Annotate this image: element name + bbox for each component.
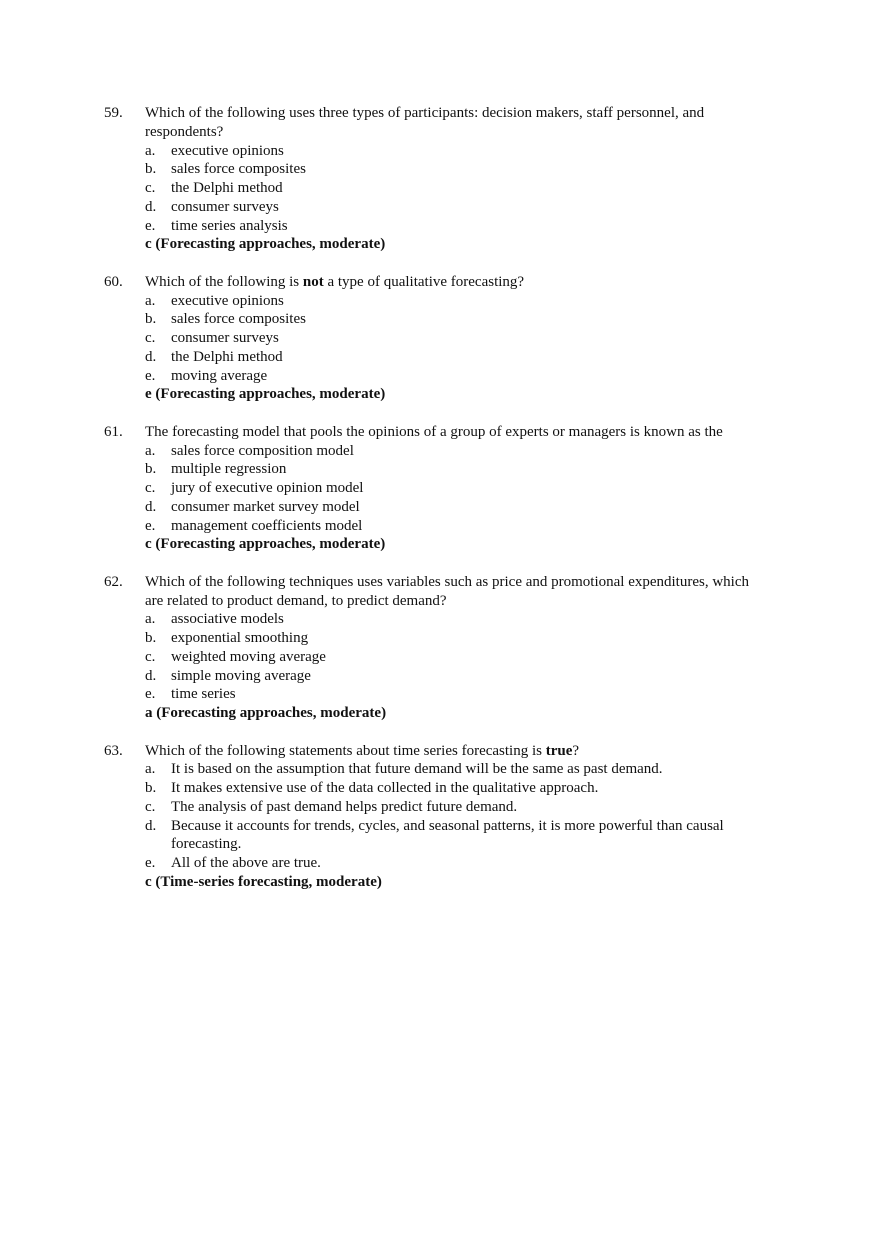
option-text: weighted moving average bbox=[171, 648, 326, 665]
question-text-part: Which of the following statements about time series forecasting is bbox=[145, 742, 546, 759]
question-block bbox=[104, 104, 764, 254]
answer-key: e (Forecasting approaches, moderate) bbox=[145, 386, 386, 403]
question-text-part: Which of the following uses three types of participants: decision makers, staff personnel, and respondents? bbox=[145, 105, 705, 140]
option-letter: d. bbox=[145, 817, 157, 834]
answer-key: c (Forecasting approaches, moderate) bbox=[145, 536, 386, 553]
answer-option bbox=[145, 648, 764, 667]
question-block bbox=[104, 273, 764, 404]
answer-option bbox=[145, 348, 764, 367]
answer-option bbox=[145, 610, 764, 629]
option-letter: a. bbox=[145, 761, 156, 778]
option-text: executive opinions bbox=[171, 142, 284, 159]
option-text: sales force composites bbox=[171, 311, 306, 328]
question-text bbox=[145, 104, 764, 142]
question-text-part: a type of qualitative forecasting? bbox=[323, 273, 525, 290]
question-emphasis: true bbox=[545, 742, 573, 759]
option-letter: b. bbox=[145, 461, 157, 478]
option-letter: e. bbox=[145, 367, 156, 384]
option-text: associative models bbox=[171, 611, 284, 628]
option-letter: a. bbox=[145, 611, 156, 628]
option-text: simple moving average bbox=[171, 667, 311, 684]
answer-option bbox=[145, 292, 764, 311]
option-letter: c. bbox=[145, 330, 156, 346]
answer-option bbox=[145, 760, 764, 779]
option-letter: b. bbox=[145, 780, 157, 796]
question-text-part: Which of the following techniques uses variables such as price and promotional expenditures, which are related to product demand, to predict demand? bbox=[145, 573, 749, 609]
answer-option bbox=[145, 479, 764, 498]
option-letter: d. bbox=[145, 667, 157, 684]
question-number: 63. bbox=[104, 742, 123, 759]
option-text: time series analysis bbox=[171, 217, 288, 234]
question-block bbox=[104, 573, 764, 723]
option-letter: b. bbox=[145, 161, 157, 178]
option-letter: b. bbox=[145, 630, 157, 646]
answer-option bbox=[145, 142, 764, 161]
option-letter: a. bbox=[145, 142, 156, 159]
option-letter: c. bbox=[145, 798, 156, 815]
answer-key: a (Forecasting approaches, moderate) bbox=[145, 705, 387, 721]
question-emphasis: not bbox=[302, 273, 324, 290]
option-letter: d. bbox=[145, 198, 157, 215]
question-number: 61. bbox=[104, 423, 123, 440]
answer-option bbox=[145, 329, 764, 348]
option-text: jury of executive opinion model bbox=[171, 480, 364, 496]
option-text: time series bbox=[171, 686, 236, 703]
question-block bbox=[104, 742, 764, 892]
answer-option bbox=[145, 779, 764, 798]
option-letter: c. bbox=[145, 180, 156, 196]
question-text bbox=[145, 573, 764, 611]
question-number: 62. bbox=[104, 573, 123, 590]
option-text: the Delphi method bbox=[171, 348, 283, 365]
option-text: The analysis of past demand helps predict future demand. bbox=[171, 798, 518, 815]
answer-key: c (Forecasting approaches, moderate) bbox=[145, 236, 386, 253]
option-letter: e. bbox=[145, 217, 156, 234]
document-page bbox=[104, 104, 764, 910]
answer-option bbox=[145, 442, 764, 461]
answer-option bbox=[145, 517, 764, 536]
answer-option bbox=[145, 198, 764, 217]
answer-key: c (Time-series forecasting, moderate) bbox=[145, 873, 382, 890]
option-letter: d. bbox=[145, 498, 157, 515]
question-text-part: The forecasting model that pools the opinions of a group of experts or managers is known as the bbox=[145, 423, 723, 440]
answer-option bbox=[145, 310, 764, 329]
option-letter: e. bbox=[145, 517, 156, 534]
option-letter: b. bbox=[145, 311, 157, 328]
option-letter: a. bbox=[145, 292, 156, 309]
answer-option bbox=[145, 685, 764, 704]
option-text: Because it accounts for trends, cycles, and seasonal patterns, it is more powerful than causal forecasting. bbox=[171, 817, 724, 853]
answer-option bbox=[145, 817, 764, 855]
answer-option bbox=[145, 217, 764, 236]
option-text: multiple regression bbox=[171, 461, 287, 478]
option-letter: c. bbox=[145, 480, 156, 496]
question-number: 59. bbox=[104, 105, 123, 121]
option-text: consumer surveys bbox=[171, 330, 279, 346]
answer-option bbox=[145, 854, 764, 873]
question-text bbox=[145, 742, 764, 761]
option-text: consumer surveys bbox=[171, 198, 279, 215]
answer-option bbox=[145, 667, 764, 686]
option-letter: d. bbox=[145, 348, 157, 365]
question-text bbox=[145, 273, 764, 292]
option-letter: c. bbox=[145, 648, 156, 665]
answer-option bbox=[145, 460, 764, 479]
option-text: It is based on the assumption that future demand will be the same as past demand. bbox=[171, 761, 663, 778]
option-text: moving average bbox=[171, 367, 268, 384]
option-text: consumer market survey model bbox=[171, 498, 360, 515]
answer-option bbox=[145, 629, 764, 648]
option-letter: e. bbox=[145, 855, 156, 871]
option-text: All of the above are true. bbox=[171, 855, 321, 871]
question-text-part: ? bbox=[572, 742, 580, 759]
answer-option bbox=[145, 179, 764, 198]
question-text-part: Which of the following is bbox=[145, 273, 303, 290]
answer-option bbox=[145, 498, 764, 517]
question-number: 60. bbox=[104, 273, 123, 290]
option-text: exponential smoothing bbox=[171, 630, 309, 646]
answer-option bbox=[145, 798, 764, 817]
option-text: executive opinions bbox=[171, 292, 284, 309]
option-text: the Delphi method bbox=[171, 180, 283, 196]
answer-option bbox=[145, 367, 764, 386]
question-block bbox=[104, 423, 764, 554]
option-text: It makes extensive use of the data collected in the qualitative approach. bbox=[171, 780, 599, 796]
option-text: sales force composition model bbox=[171, 442, 354, 459]
option-text: sales force composites bbox=[171, 161, 306, 178]
question-text bbox=[145, 423, 764, 442]
option-letter: a. bbox=[145, 442, 156, 459]
option-letter: e. bbox=[145, 686, 156, 703]
option-text: management coefficients model bbox=[171, 517, 363, 534]
answer-option bbox=[145, 160, 764, 179]
